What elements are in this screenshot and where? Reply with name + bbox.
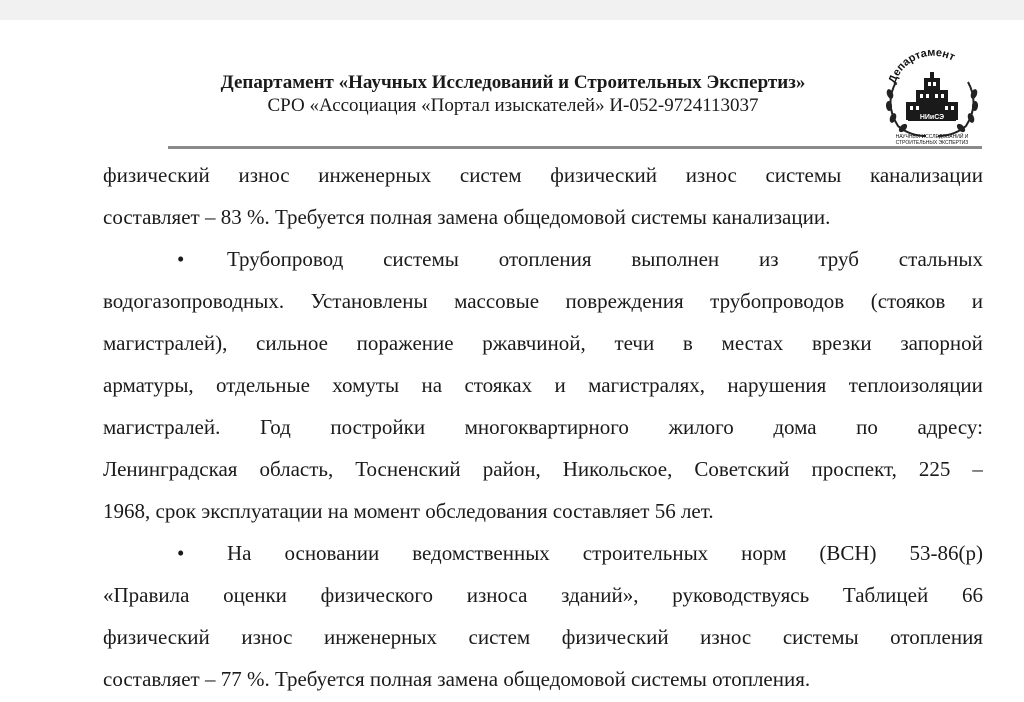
text-line: составляет – 77 %. Требуется полная замена общедомовой системы отопления.: [103, 667, 811, 691]
logo-caption-line1: НАУЧНЫХ ИССЛЕДОВАНИЙ И: [895, 134, 969, 140]
organization-subtitle: СРО «Ассоциация «Портал изыскателей» И-052-9724113037: [267, 95, 759, 116]
text-line: 1968, срок эксплуатации на момент обследования составляет 56 лет.: [103, 499, 714, 523]
logo-arc-text: Департамент: [886, 46, 957, 86]
svg-text:Департамент: [886, 47, 957, 86]
bullet-icon: •: [177, 247, 185, 271]
paragraph-sewage: [103, 154, 983, 238]
logo-caption-line2: СТРОИТЕЛЬНЫХ ЭКСПЕРТИЗ: [895, 140, 969, 146]
organization-title: Департамент «Научных Исследований и Строительных Экспертиз»: [220, 72, 806, 93]
text-line: магистралей. Год постройки многоквартирного жилого дома по адресу:: [103, 415, 983, 439]
document-header: [0, 0, 1024, 150]
paragraph-heating-pipeline: [103, 238, 983, 532]
text-line: водогазопроводных. Установлены массовые повреждения трубопроводов (стояков и: [103, 289, 983, 313]
department-logo-icon: [876, 42, 988, 154]
logo-abbr: НИиСЭ: [919, 114, 945, 121]
text-line: «Правила оценки физического износа зданий», руководствуясь Таблицей 66: [103, 583, 983, 607]
paragraph-norms-heating: [103, 532, 983, 700]
text-line: [103, 532, 983, 574]
header-divider: [168, 146, 982, 149]
text-line: составляет – 83 %. Требуется полная замена общедомовой системы канализации.: [103, 205, 831, 229]
document-body: [103, 154, 983, 700]
text-line: физический износ инженерных систем физический износ системы отопления: [103, 625, 983, 649]
text-line: Ленинградская область, Тосненский район, Никольское, Советский проспект, 225 –: [103, 457, 983, 481]
text-line-content: Трубопровод системы отопления выполнен из труб стальных: [227, 247, 983, 271]
text-line-content: На основании ведомственных строительных норм (ВСН) 53-86(р): [227, 541, 983, 565]
text-line: магистралей), сильное поражение ржавчиной, течи в местах врезки запорной: [103, 331, 983, 355]
text-line: арматуры, отдельные хомуты на стояках и магистралях, нарушения теплоизоляции: [103, 373, 983, 397]
text-line: физический износ инженерных систем физический износ системы канализации: [103, 163, 983, 187]
text-line: [103, 238, 983, 280]
bullet-icon: •: [177, 541, 185, 565]
